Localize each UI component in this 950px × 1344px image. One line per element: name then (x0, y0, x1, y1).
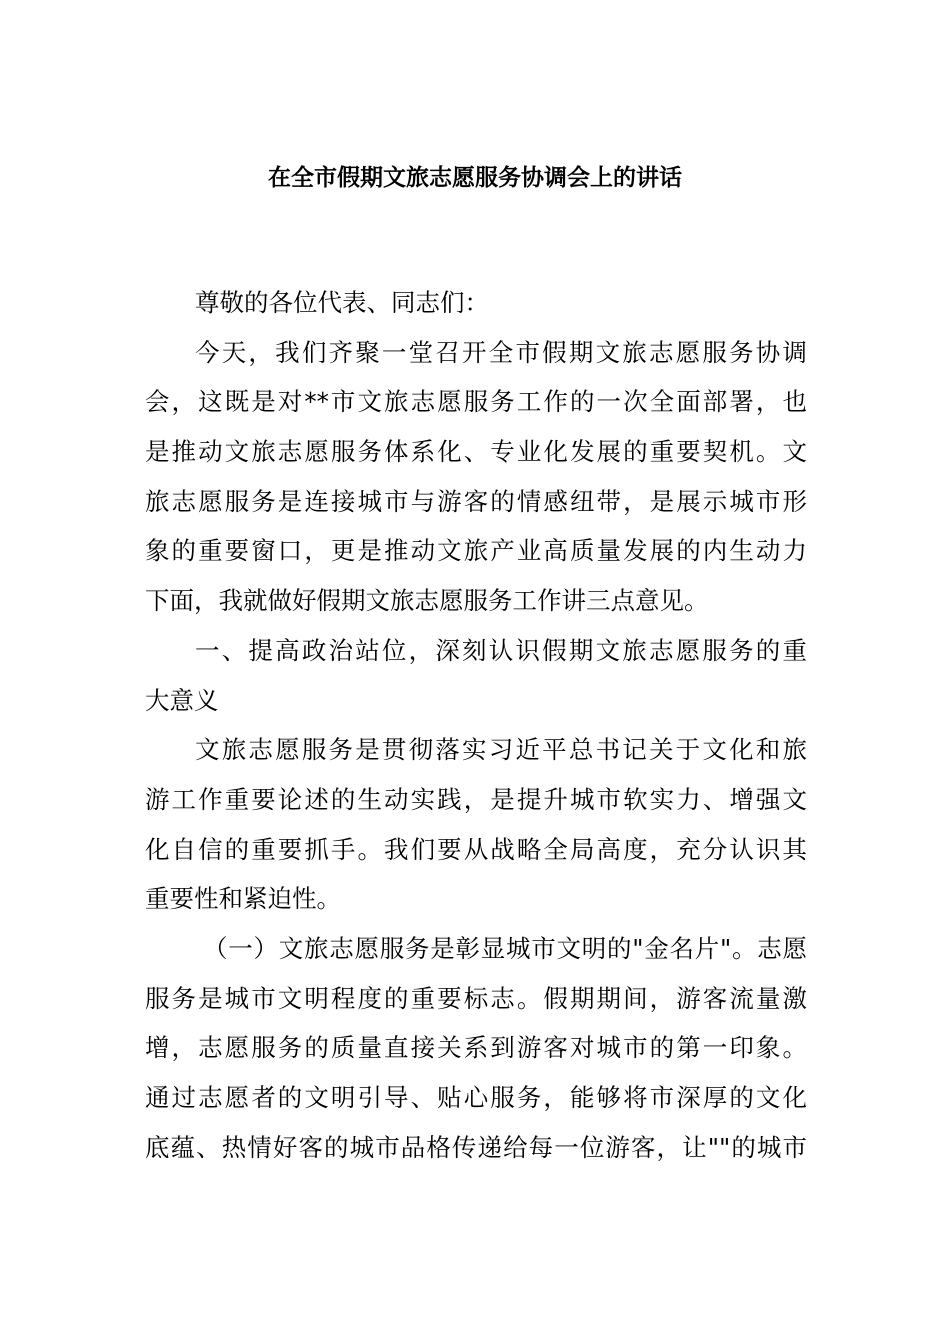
text-line: 是推动文旅志愿服务体系化、专业化发展的重要契机。文 (145, 437, 807, 467)
text-line: 服务是城市文明程度的重要标志。假期期间，游客流量激 (145, 983, 807, 1013)
text-line: 游工作重要论述的生动实践，是提升城市软实力、增强文 (145, 784, 807, 814)
text-line: 一、提高政治站位，深刻认识假期文旅志愿服务的重 (195, 635, 807, 665)
intro-paragraph (145, 333, 807, 631)
text-line: 底蕴、热情好客的城市品格传递给每一位游客，让""的城市 (145, 1132, 807, 1162)
section-heading-1 (145, 631, 807, 730)
greeting-paragraph (145, 283, 807, 333)
text-line: 会，这既是对**市文旅志愿服务工作的一次全面部署，也 (145, 387, 807, 417)
text-line: 象的重要窗口，更是推动文旅产业高质量发展的内生动力 (145, 536, 807, 566)
document-title: 在全市假期文旅志愿服务协调会上的讲话 (268, 165, 682, 191)
text-line: 通过志愿者的文明引导、贴心服务，能够将市深厚的文化 (145, 1083, 807, 1112)
text-line: 化自信的重要抓手。我们要从战略全局高度，充分认识其 (145, 834, 807, 864)
text-line: 文旅志愿服务是贯彻落实习近平总书记关于文化和旅 (195, 735, 807, 765)
text-line: 尊敬的各位代表、同志们： (195, 288, 489, 317)
subsection-1-paragraph (145, 929, 807, 1177)
text-line: 下面，我就做好假期文旅志愿服务工作讲三点意见。 (145, 586, 709, 616)
text-line: 旅志愿服务是连接城市与游客的情感纽带，是展示城市形 (145, 486, 807, 516)
text-line: 今天，我们齐聚一堂召开全市假期文旅志愿服务协调 (195, 337, 807, 367)
text-line: 增，志愿服务的质量直接关系到游客对城市的第一印象。 (145, 1033, 807, 1063)
document-body (145, 283, 807, 1177)
section-1-paragraph (145, 730, 807, 929)
text-line: 大意义 (145, 685, 219, 715)
text-line: （一）文旅志愿服务是彰显城市文明的"金名片"。志愿 (203, 933, 807, 963)
text-line: 重要性和紧迫性。 (145, 884, 341, 914)
